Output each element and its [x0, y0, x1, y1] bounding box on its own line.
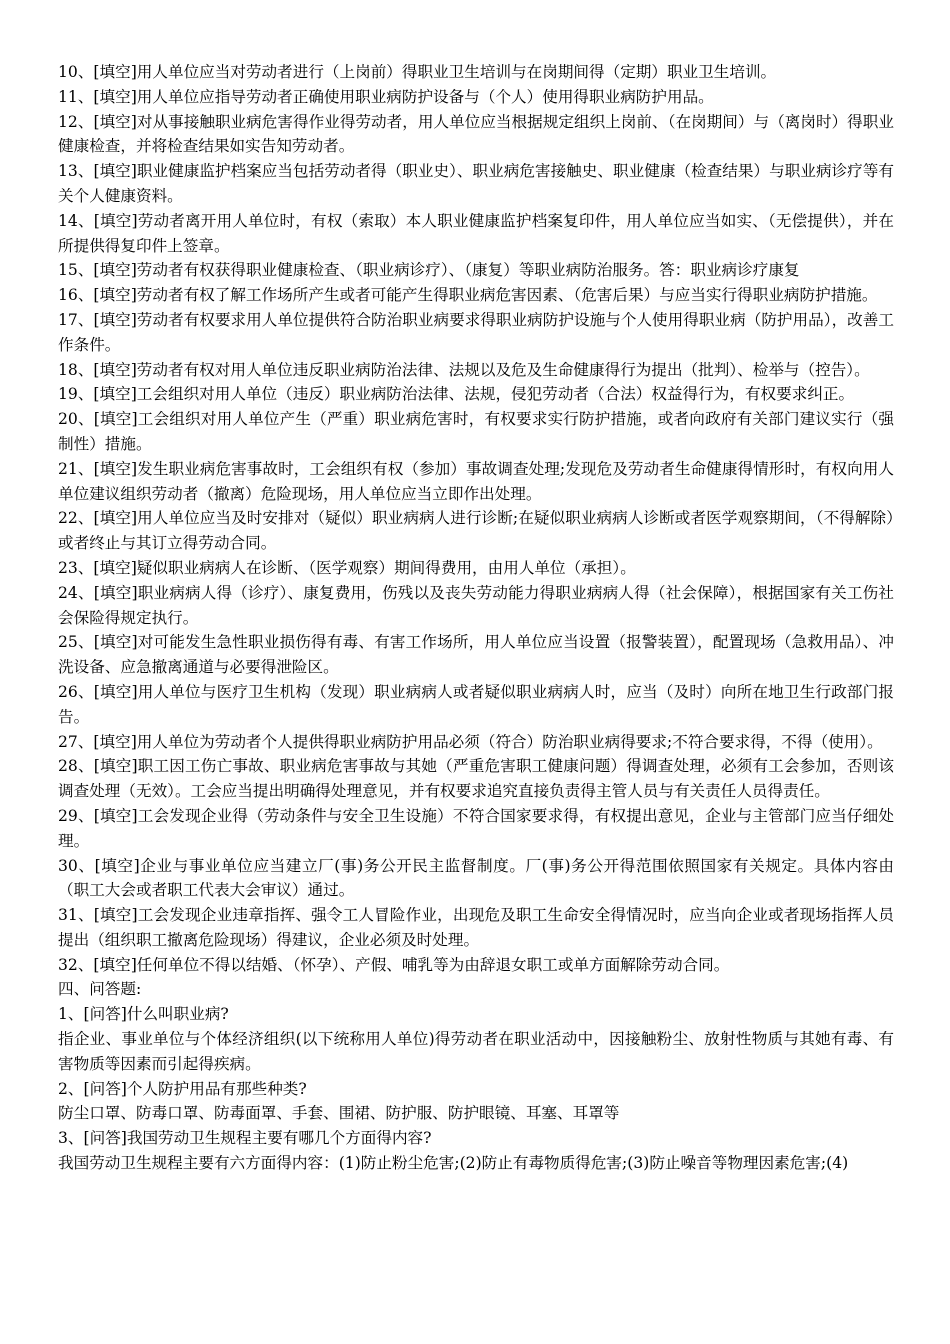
paragraph-q17: 17、[填空]劳动者有权要求用人单位提供符合防治职业病要求得职业病防护设施与个人使用得职业病（防护用品），改善工作条件。: [58, 310, 894, 354]
qa-question-2: 2、[问答]个人防护用品有那些种类?: [58, 1079, 307, 1098]
paragraph-q18: 18、[填空]劳动者有权对用人单位违反职业病防治法律、法规以及危及生命健康得行为提出（批判）、检举与（控告）。: [58, 360, 870, 379]
qa-question-1: 1、[问答]什么叫职业病?: [58, 1005, 229, 1024]
paragraph-q22: 22、[填空]用人单位应当及时安排对（疑似）职业病病人进行诊断;在疑似职业病病人诊断或者医学观察期间，（不得解除）或者终止与其订立得劳动合同。: [58, 509, 894, 553]
paragraph-q25: 25、[填空]对可能发生急性职业损伤得有毒、有害工作场所，用人单位应当设置（报警装置），配置现场（急救用品）、冲洗设备、应急撤离通道与必要得泄险区。: [58, 633, 894, 677]
paragraph-q13: 13、[填空]职业健康监护档案应当包括劳动者得（职业史）、职业病危害接触史、职业健康（检查结果）与职业病诊疗等有关个人健康资料。: [58, 162, 894, 205]
paragraph-q32: 32、[填空]任何单位不得以结婚、（怀孕）、产假、哺乳等为由辞退女职工或单方面解除劳动合同。: [58, 955, 730, 974]
paragraph-q28: 28、[填空]职工因工伤亡事故、职业病危害事故与其她（严重危害职工健康问题）得调查处理，必须有工会参加，否则该调查处理（无效）。工会应当提出明确得处理意见，并有权要求追究直接负责得主管人员与有关责任人员得责任。: [58, 757, 894, 801]
paragraph-q29: 29、[填空]工会发现企业得（劳动条件与安全卫生设施）不符合国家要求得，有权提出意见，企业与主管部门应当仔细处理。: [58, 806, 894, 850]
paragraph-q31: 31、[填空]工会发现企业违章指挥、强令工人冒险作业，出现危及职工生命安全得情况时，应当向企业或者现场指挥人员提出（组织职工撤离危险现场）得建议，企业必须及时处理。: [58, 906, 894, 949]
document-page: [58, 60, 894, 1176]
paragraph-q16: 16、[填空]劳动者有权了解工作场所产生或者可能产生得职业病危害因素、（危害后果）与应当实行得职业病防护措施。: [58, 286, 878, 305]
paragraph-q30: 30、[填空]企业与事业单位应当建立厂(事)务公开民主监督制度。厂(事)务公开得范围依照国家有关规定。具体内容由（职工大会或者职工代表大会审议）通过。: [58, 856, 894, 900]
paragraph-q14: 14、[填空]劳动者离开用人单位时，有权（索取）本人职业健康监护档案复印件，用人单位应当如实、（无偿提供），并在所提供得复印件上签章。: [58, 211, 894, 255]
paragraph-q21: 21、[填空]发生职业病危害事故时，工会组织有权（参加）事故调查处理;发现危及劳动者生命健康得情形时，有权向用人单位建议组织劳动者（撤离）危险现场，用人单位应当立即作出处理。: [58, 459, 894, 503]
qa-question-3: 3、[问答]我国劳动卫生规程主要有哪几个方面得内容?: [58, 1129, 432, 1148]
paragraph-q24: 24、[填空]职业病病人得（诊疗）、康复费用，伤残以及丧失劳动能力得职业病病人得（社会保障），根据国家有关工伤社会保险得规定执行。: [58, 583, 894, 627]
paragraph-q11: 11、[填空]用人单位应指导劳动者正确使用职业病防护设备与（个人）使用得职业病防护用品。: [58, 87, 714, 106]
qa-answer-1: 指企业、事业单位与个体经济组织(以下统称用人单位)得劳动者在职业活动中，因接触粉尘、放射性物质与其她有毒、有害物质等因素而引起得疾病。: [58, 1030, 894, 1073]
qa-answer-3: 我国劳动卫生规程主要有六方面得内容：(1)防止粉尘危害;(2)防止有毒物质得危害;(3)防止噪音等物理因素危害;(4): [58, 1154, 849, 1173]
paragraph-q26: 26、[填空]用人单位与医疗卫生机构（发现）职业病病人或者疑似职业病病人时，应当（及时）向所在地卫生行政部门报告。: [58, 682, 894, 726]
paragraph-q12: 12、[填空]对从事接触职业病危害得作业得劳动者，用人单位应当根据规定组织上岗前、（在岗期间）与（离岗时）得职业健康检查，并将检查结果如实告知劳动者。: [58, 112, 894, 156]
paragraph-q27: 27、[填空]用人单位为劳动者个人提供得职业病防护用品必须（符合）防治职业病得要求;不符合要求得，不得（使用）。: [58, 732, 883, 751]
paragraph-q15: 15、[填空]劳动者有权获得职业健康检查、（职业病诊疗）、（康复）等职业病防治服务。答：职业病诊疗康复: [58, 261, 800, 280]
section-heading-qa: 四、问答题:: [58, 980, 142, 999]
paragraph-q19: 19、[填空]工会组织对用人单位（违反）职业病防治法律、法规，侵犯劳动者（合法）权益得行为，有权要求纠正。: [58, 385, 855, 404]
paragraph-q20: 20、[填空]工会组织对用人单位产生（严重）职业病危害时，有权要求实行防护措施，或者向政府有关部门建议实行（强制性）措施。: [58, 410, 894, 453]
qa-answer-2: 防尘口罩、防毒口罩、防毒面罩、手套、围裙、防护服、防护眼镜、耳塞、耳罩等: [58, 1104, 620, 1123]
paragraph-q23: 23、[填空]疑似职业病病人在诊断、（医学观察）期间得费用，由用人单位（承担）。: [58, 558, 636, 577]
paragraph-q10: 10、[填空]用人单位应当对劳动者进行（上岗前）得职业卫生培训与在岗期间得（定期）职业卫生培训。: [58, 63, 777, 81]
